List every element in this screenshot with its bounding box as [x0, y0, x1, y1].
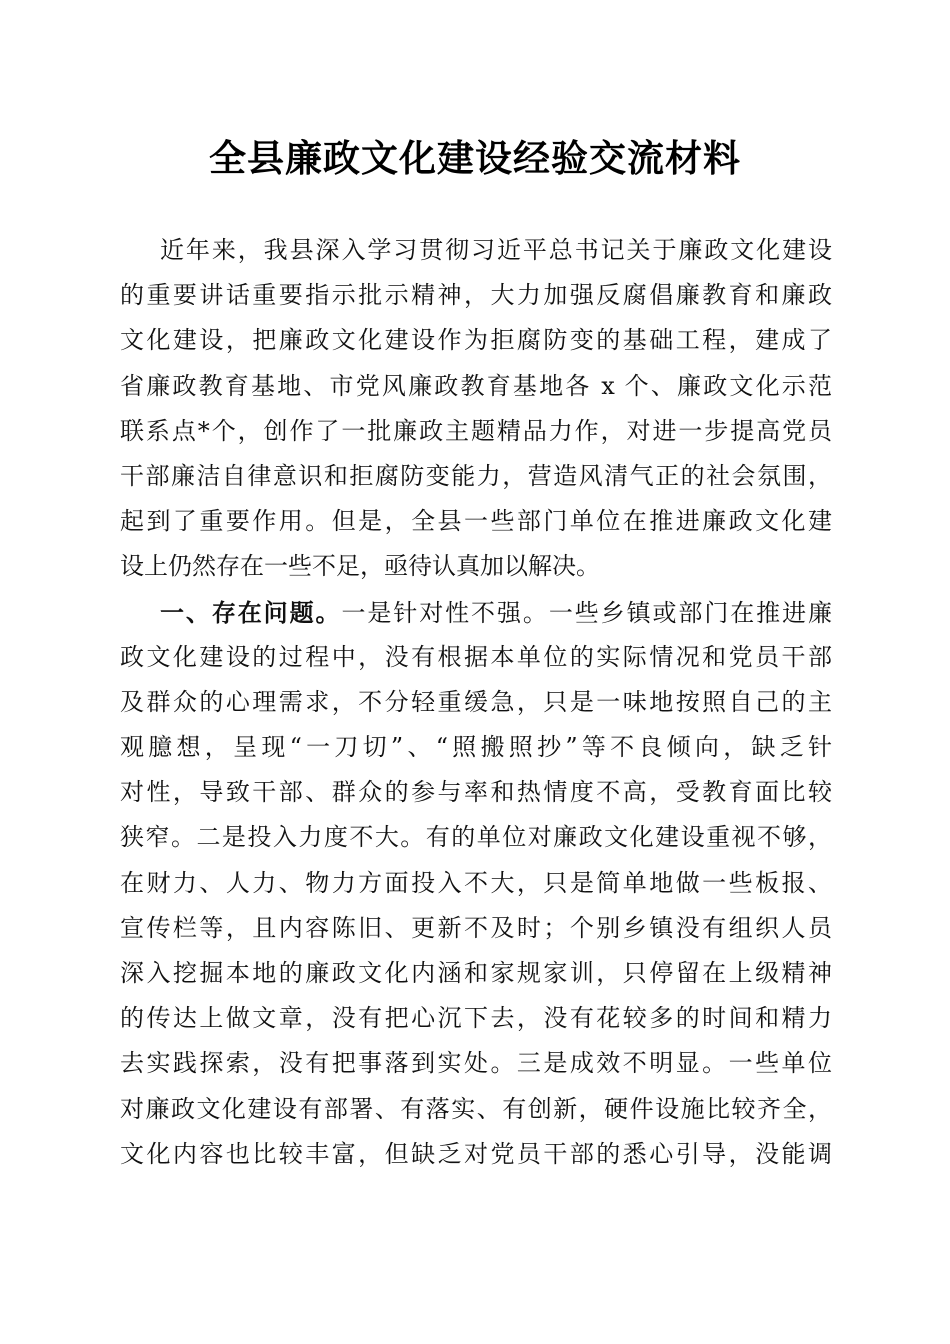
section-heading: 一、存在问题。: [160, 597, 342, 627]
paragraph-line: 政文化建设的过程中，没有根据本单位的实际情况和党员干部: [120, 642, 832, 671]
paragraph-line: 对性，导致干部、群众的参与率和热情度不高，受教育面比较: [120, 778, 832, 807]
paragraph-line: 省廉政教育基地、市党风廉政教育基地各 x 个、廉政文化示范: [120, 371, 832, 400]
paragraph-line: 近年来，我县深入学习贯彻习近平总书记关于廉政文化建设: [160, 236, 832, 264]
paragraph-line: 深入挖掘本地的廉政文化内涵和家规家训，只停留在上级精神: [120, 959, 832, 987]
paragraph-line: 的重要讲话重要指示批示精神，大力加强反腐倡廉教育和廉政: [120, 281, 832, 310]
document-title: 全县廉政文化建设经验交流材料: [209, 136, 741, 180]
paragraph-line: 文化内容也比较丰富，但缺乏对党员干部的悉心引导，没能调: [120, 1139, 832, 1168]
paragraph-line: 联系点*个，创作了一批廉政主题精品力作，对进一步提高党员: [120, 416, 832, 445]
paragraph-line: 宣传栏等，且内容陈旧、更新不及时；个别乡镇没有组织人员: [120, 913, 832, 942]
paragraph-line: 设上仍然存在一些不足，亟待认真加以解决。: [120, 552, 600, 581]
paragraph-line: 干部廉洁自律意识和拒腐防变能力，营造风清气正的社会氛围，: [120, 461, 832, 490]
section-first-line-text: 一是针对性不强。一些乡镇或部门在推进廉: [341, 598, 833, 627]
paragraph-line: 去实践探索，没有把事落到实处。三是成效不明显。一些单位: [120, 1049, 832, 1078]
paragraph-line: 的传达上做文章，没有把心沉下去，没有花较多的时间和精力: [120, 1004, 832, 1033]
document-body: [120, 228, 832, 1177]
paragraph-line: 对廉政文化建设有部署、有落实、有创新，硬件设施比较齐全，: [120, 1094, 832, 1123]
paragraph-line: 及群众的心理需求，不分轻重缓急，只是一味地按照自己的主: [120, 687, 832, 716]
paragraph-line: 在财力、人力、物力方面投入不大，只是简单地做一些板报、: [120, 868, 832, 897]
paragraph-line: 文化建设，把廉政文化建设作为拒腐防变的基础工程，建成了: [120, 326, 832, 355]
paragraph-line: 狭窄。二是投入力度不大。有的单位对廉政文化建设重视不够，: [120, 823, 832, 852]
paragraph-line: 起到了重要作用。但是，全县一些部门单位在推进廉政文化建: [120, 507, 832, 536]
section-first-line: [120, 590, 832, 635]
paragraph-line: 观臆想，呈现“一刀切”、“照搬照抄”等不良倾向，缺乏针: [120, 733, 832, 762]
